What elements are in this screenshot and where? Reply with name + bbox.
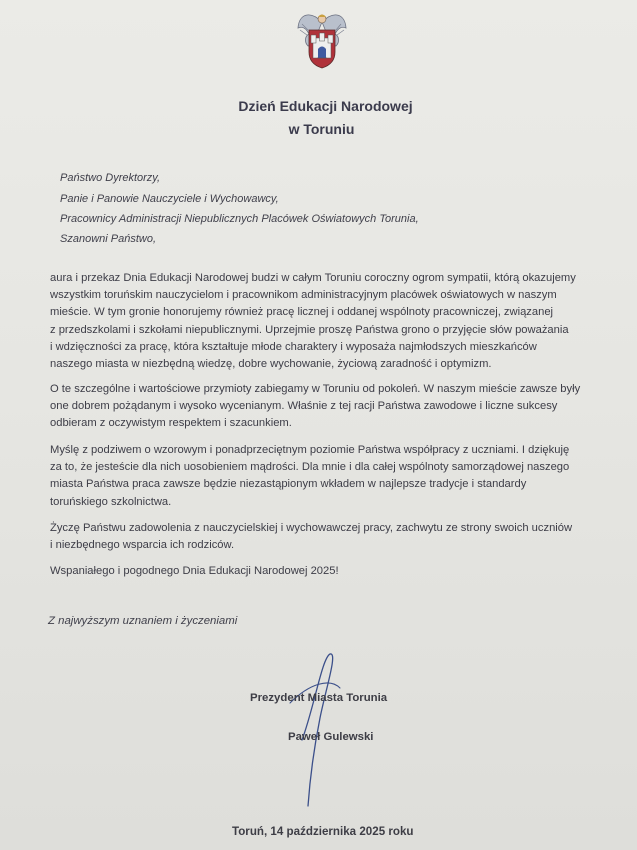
text-line: i niezbędnego wsparcia ich rodziców. <box>50 539 235 552</box>
text-line: O te szczególne i wartościowe przymioty zabiegamy w Toruniu od pokoleń. W naszym mieście zawsze były <box>50 383 581 395</box>
text-line: Wspaniałego i pogodnego Dnia Edukacji Narodowej 2025! <box>50 565 339 577</box>
text-line: naszego miasta w niezbędną wiedzę, dobre wychowanie, życiową zaradność i optymizm. <box>50 358 492 371</box>
text-line: mieście. W tym gronie honorujemy również pracę licznej i oddanej wspólnoty pracowniczej, związanej <box>50 306 554 319</box>
text-line: miasta Państwa praca zawsze będzie niezastąpionym wkładem w najlepsze tradycje i standardy <box>50 478 527 491</box>
letter-date: Toruń, 14 października 2025 roku <box>232 825 414 838</box>
text-line: one dobrem pożądanym i wysoko wycenianym. Właśnie z tej racji Państwa zawodowe i liczne sukcesy <box>50 400 558 413</box>
body-paragraph <box>50 270 590 373</box>
text-line: za to, że jesteście dla nich uosobieniem mądrości. Dla mnie i dla całej wspólnoty samorządowej naszego <box>50 461 570 474</box>
body-paragraph <box>50 520 590 554</box>
salutation-line: Panie i Panowie Nauczyciele i Wychowawcy, <box>60 193 279 205</box>
text-line: Życzę Państwu zadowolenia z nauczycielskiej i wychowawczej pracy, zachwytu ze strony swoich uczniów <box>50 522 573 534</box>
salutation-line: Szanowni Państwo, <box>60 233 156 245</box>
signatory-title: Prezydent Miasta Torunia <box>250 692 388 704</box>
signatory-name: Paweł Gulewski <box>288 731 374 743</box>
closing-phrase: Z najwyższym uznaniem i życzeniami <box>48 615 238 627</box>
body-paragraph <box>50 442 590 511</box>
body-paragraph <box>50 381 590 433</box>
text-line: aura i przekaz Dnia Edukacji Narodowej budzi w całym Toruniu coroczny ogrom sympatii, którą okazujemy <box>50 272 576 284</box>
torun-coat-of-arms-icon <box>296 8 348 70</box>
text-line: toruńskiego szkolnictwa. <box>50 495 172 508</box>
text-line: Myślę z podziwem o wzorowym i ponadprzeciętnym poziomie Państwa współpracy z uczniami. I dziękuję <box>50 444 570 456</box>
letter-title: Dzień Edukacji Narodowej <box>238 98 413 114</box>
body-paragraph <box>50 563 590 580</box>
text-line: z przedszkolami i szkołami niepublicznymi. Uprzejmie proszę Państwa grono o przyjęcie słów poważania <box>50 323 569 336</box>
letter-subtitle: w Toruniu <box>288 121 355 137</box>
text-line: wszystkim toruńskim nauczycielom i pracownikom administracyjnym placówek oświatowych w naszym <box>50 289 557 302</box>
text-line: odbieram z oczywistym respektem i szacunkiem. <box>50 417 292 430</box>
handwritten-signature <box>270 648 380 808</box>
salutation-line: Państwo Dyrektorzy, <box>60 172 161 184</box>
text-line: i wdzięczności za pracę, która kształtuje młode charaktery i wyposaża najmłodszych mieszkańców <box>50 340 537 353</box>
salutation-line: Pracownicy Administracji Niepublicznych Placówek Oświatowych Torunia, <box>60 213 419 225</box>
